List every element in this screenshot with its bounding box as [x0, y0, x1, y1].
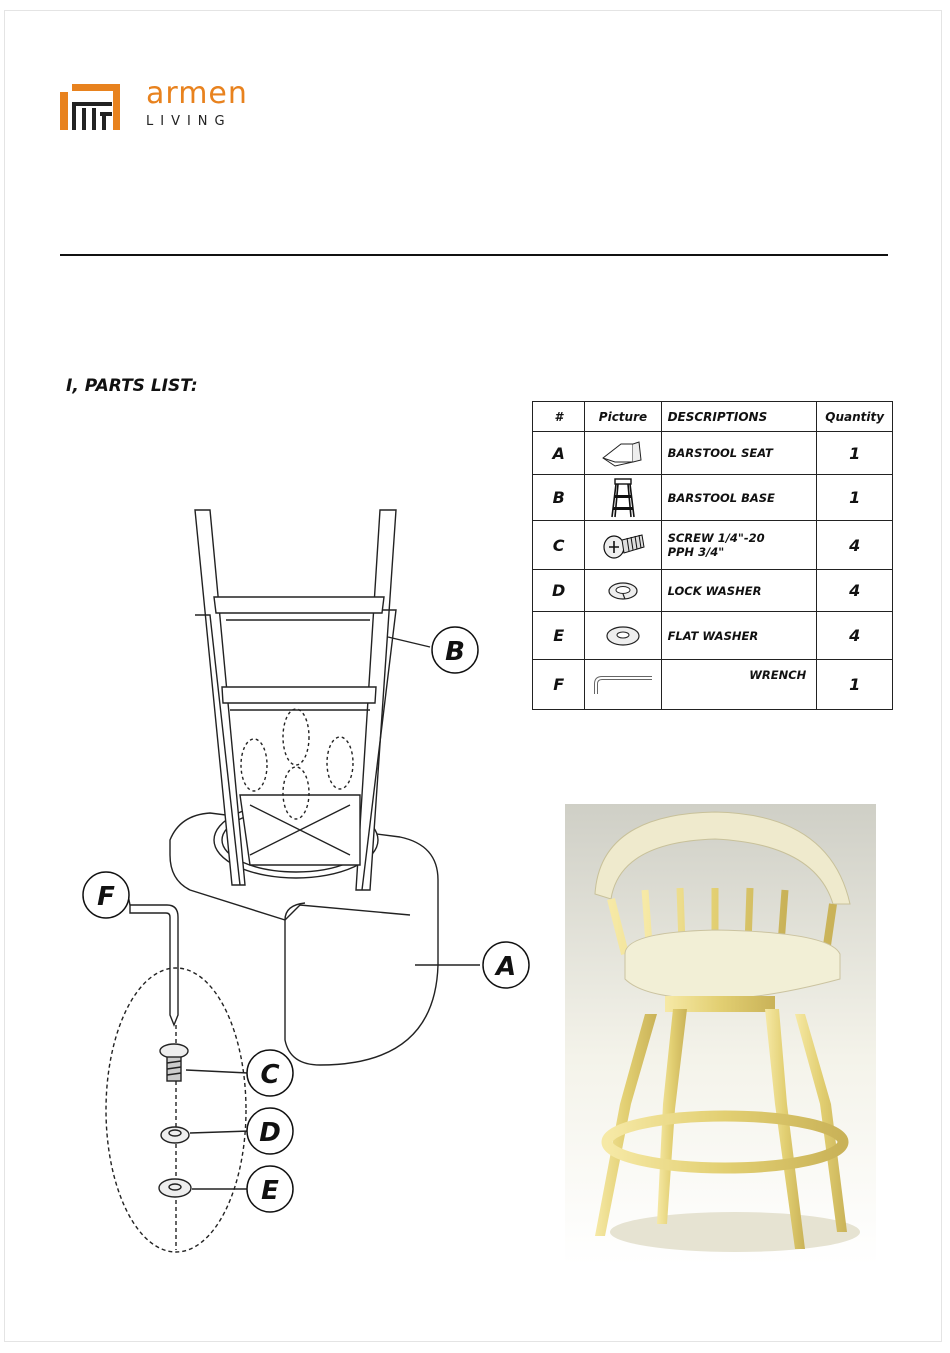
row-id: A	[533, 432, 585, 475]
wrench-icon	[588, 670, 658, 700]
header-divider	[60, 254, 888, 256]
barstool-photo	[565, 804, 876, 1266]
base-icon	[608, 477, 638, 519]
table-header-row	[533, 402, 893, 432]
row-description: FLAT WASHER	[667, 628, 759, 643]
table-row	[533, 521, 893, 570]
table-row	[533, 570, 893, 612]
row-id: B	[533, 475, 585, 521]
brand-subtitle: LIVING	[146, 114, 232, 129]
header-picture: Picture	[585, 402, 661, 432]
row-description-line2: PPH 3/4"	[667, 545, 725, 559]
row-quantity: 1	[817, 660, 893, 710]
row-id: D	[533, 570, 585, 612]
label-a: A	[495, 952, 517, 982]
barstool-drawing-icon	[106, 510, 480, 1252]
table-row	[533, 432, 893, 475]
row-quantity: 4	[817, 570, 893, 612]
label-d: D	[259, 1118, 281, 1148]
row-description: BARSTOOL BASE	[667, 490, 775, 505]
table-row	[533, 475, 893, 521]
row-description: LOCK WASHER	[667, 583, 762, 598]
section-heading: I, PARTS LIST:	[66, 376, 198, 396]
row-quantity: 4	[817, 612, 893, 660]
header-quantity: Quantity	[817, 402, 893, 432]
row-id: E	[533, 612, 585, 660]
assembly-diagram	[70, 495, 540, 1265]
header-id: #	[533, 402, 585, 432]
header-description: DESCRIPTIONS	[661, 402, 817, 432]
flat-washer-icon	[603, 623, 643, 649]
row-description: SCREW 1/4"-20	[667, 531, 765, 545]
seat-icon	[599, 436, 647, 470]
screw-icon	[600, 527, 646, 563]
brand-name: armen	[146, 76, 248, 111]
label-f: F	[97, 882, 115, 912]
row-description: WRENCH	[749, 668, 807, 682]
label-e: E	[261, 1176, 279, 1206]
label-b: B	[445, 637, 465, 667]
row-id: F	[533, 660, 585, 710]
row-quantity: 1	[817, 475, 893, 521]
row-quantity: 4	[817, 521, 893, 570]
table-row	[533, 660, 893, 710]
row-description: BARSTOOL SEAT	[667, 446, 773, 460]
parts-table	[532, 401, 893, 710]
lock-washer-icon	[605, 579, 641, 603]
row-quantity: 1	[817, 432, 893, 475]
table-row	[533, 612, 893, 660]
row-id: C	[533, 521, 585, 570]
label-c: C	[260, 1060, 280, 1090]
